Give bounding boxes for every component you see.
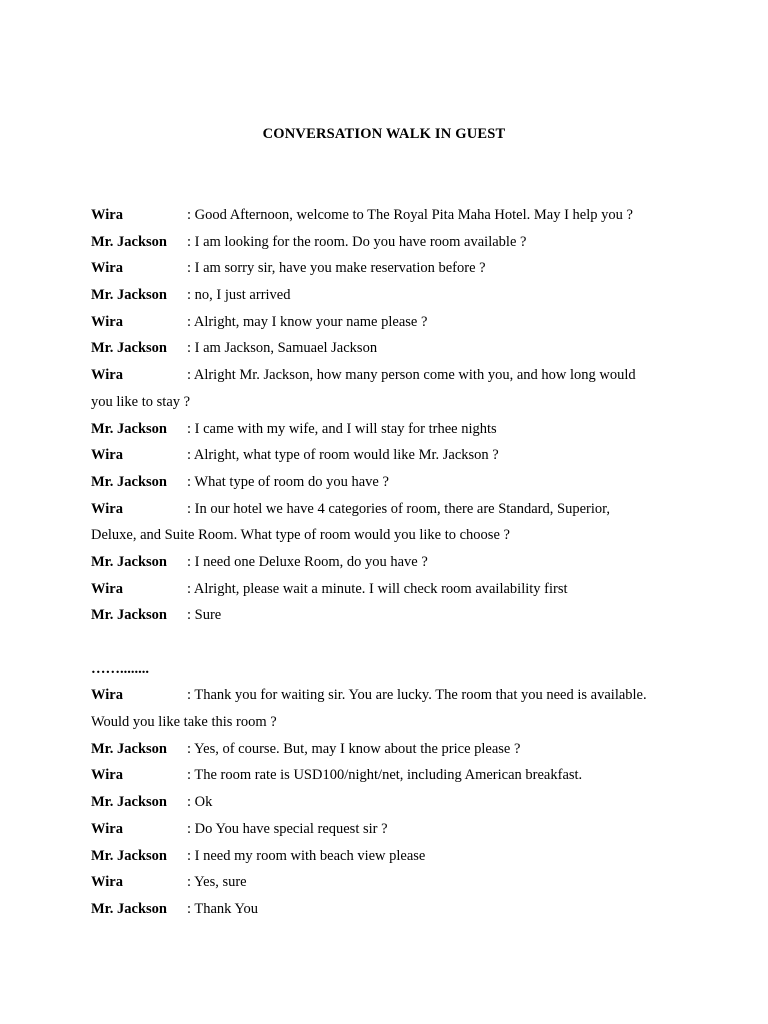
dialogue-line <box>91 282 691 309</box>
speaker-name: Wira <box>91 820 123 837</box>
speaker-name: Mr. Jackson <box>91 740 167 757</box>
speech-text: : Yes, of course. But, may I know about the price please ? <box>187 740 521 757</box>
document-title: CONVERSATION WALK IN GUEST <box>262 126 506 142</box>
speech-text-continuation: you like to stay ? <box>91 393 191 410</box>
dialogue-line <box>91 416 691 443</box>
dialogue-line <box>91 762 691 789</box>
dialogue-line <box>91 896 691 923</box>
speaker-name: Wira <box>91 767 123 784</box>
dialogue-line <box>91 496 691 523</box>
dialogue-continuation-line <box>91 522 691 549</box>
dialogue-line <box>91 442 691 469</box>
dialogue-line <box>91 549 691 576</box>
speaker-name: Wira <box>91 207 123 223</box>
speaker-name: Mr. Jackson <box>91 287 167 304</box>
speech-text: : What type of room do you have ? <box>187 473 389 490</box>
dialogue-line <box>91 869 691 896</box>
speech-text: : I am sorry sir, have you make reservation before ? <box>187 260 486 277</box>
speaker-name: Mr. Jackson <box>91 473 167 490</box>
speech-text: : The room rate is USD100/night/net, including American breakfast. <box>187 767 583 784</box>
dialogue-line <box>91 202 691 229</box>
dialogue-line <box>91 309 691 336</box>
speaker-name: Mr. Jackson <box>91 553 167 570</box>
speaker-name: Wira <box>91 687 123 704</box>
speech-text: : Do You have special request sir ? <box>187 820 388 837</box>
speaker-name: Mr. Jackson <box>91 794 167 811</box>
speaker-name: Wira <box>91 367 123 384</box>
speaker-name: Wira <box>91 580 123 597</box>
speech-text: : In our hotel we have 4 categories of room, there are Standard, Superior, <box>187 500 610 517</box>
dialogue-line <box>91 816 691 843</box>
speech-text: : Alright, may I know your name please ? <box>187 313 428 330</box>
speech-text: : Alright, what type of room would like Mr. Jackson ? <box>187 447 499 464</box>
speech-text: : Sure <box>187 607 222 624</box>
speech-text: : Yes, sure <box>187 874 247 891</box>
dialogue-continuation-line <box>91 389 691 416</box>
dialogue-line <box>91 469 691 496</box>
speaker-name: Mr. Jackson <box>91 847 167 864</box>
speech-text: : Alright, please wait a minute. I will check room availability first <box>187 580 568 597</box>
speaker-name: Wira <box>91 500 123 517</box>
speech-text: : no, I just arrived <box>187 287 291 304</box>
dialogue-continuation-line <box>91 709 691 736</box>
dialogue-line <box>91 602 691 629</box>
speaker-name: Wira <box>91 313 123 330</box>
speech-text: : I need my room with beach view please <box>187 847 426 864</box>
dialogue-line <box>91 362 691 389</box>
speech-text: : Alright Mr. Jackson, how many person come with you, and how long would <box>187 367 636 384</box>
dialogue-line <box>91 576 691 603</box>
speaker-name: Wira <box>91 447 123 464</box>
dialogue-line <box>91 843 691 870</box>
speech-text: : I am Jackson, Samuael Jackson <box>187 340 378 357</box>
speaker-name: Mr. Jackson <box>91 340 167 357</box>
speaker-name: Wira <box>91 260 123 277</box>
speech-text-continuation: Deluxe, and Suite Room. What type of room would you like to choose ? <box>91 527 510 544</box>
speaker-name: Mr. Jackson <box>91 900 167 917</box>
speech-text: : Thank You <box>187 900 259 917</box>
speech-text: : I came with my wife, and I will stay for trhee nights <box>187 420 497 437</box>
speech-text: : Thank you for waiting sir. You are lucky. The room that you need is available. <box>187 687 647 704</box>
dialogue-line <box>91 255 691 282</box>
speech-text: : I need one Deluxe Room, do you have ? <box>187 553 428 570</box>
ellipsis-line <box>91 656 691 683</box>
speaker-name: Mr. Jackson <box>91 420 167 437</box>
speaker-name: Mr. Jackson <box>91 233 167 250</box>
dialogue-section-1 <box>91 202 691 923</box>
speech-text: : I am looking for the room. Do you have room available ? <box>187 233 527 250</box>
speech-text-continuation: Would you like take this room ? <box>91 714 277 731</box>
speaker-name: Wira <box>91 874 123 891</box>
dialogue-line <box>91 736 691 763</box>
dialogue-line <box>91 789 691 816</box>
speech-text: : Good Afternoon, welcome to The Royal Pita Maha Hotel. May I help you ? <box>187 207 633 223</box>
dialogue-line <box>91 335 691 362</box>
dialogue-line <box>91 229 691 256</box>
speech-text: : Ok <box>187 794 213 811</box>
blank-line <box>91 629 691 656</box>
dialogue-line <box>91 682 691 709</box>
ellipsis-text: ……........ <box>91 660 149 677</box>
speaker-name: Mr. Jackson <box>91 607 167 624</box>
